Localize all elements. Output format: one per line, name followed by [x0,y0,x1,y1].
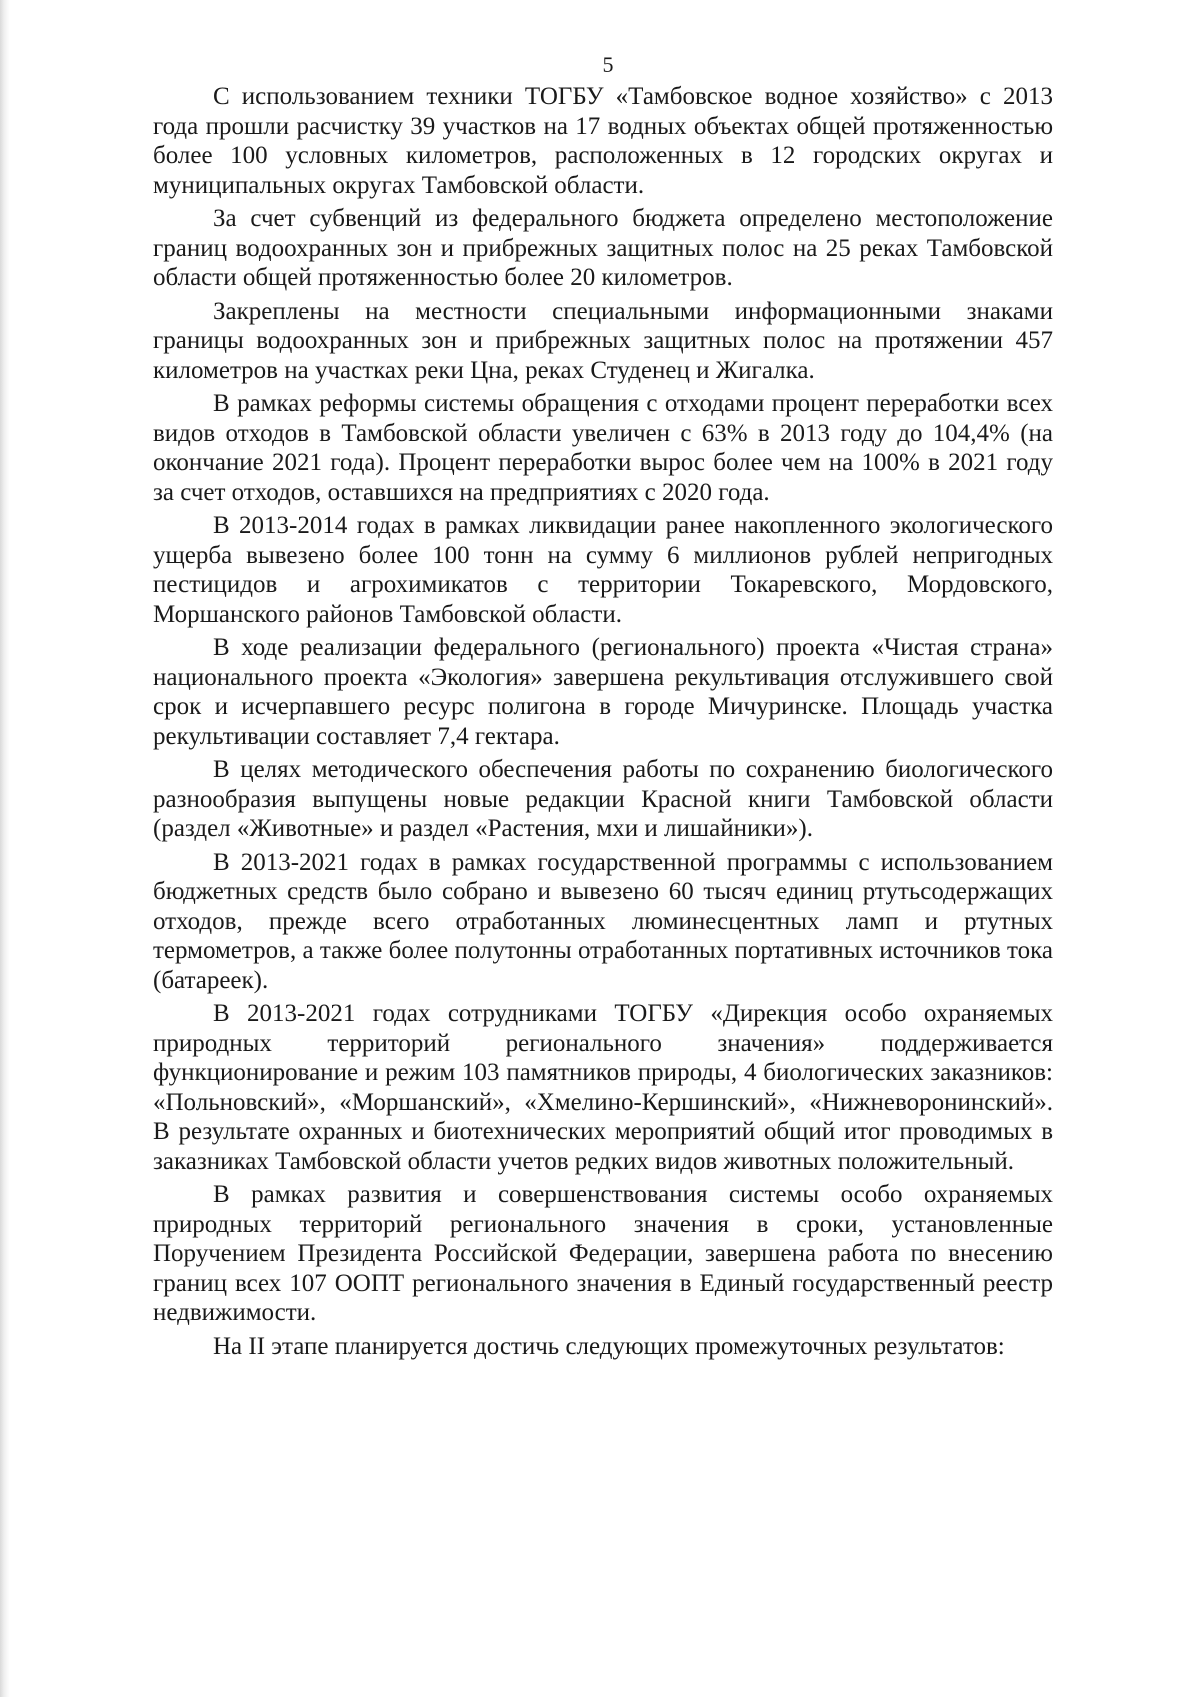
paragraph-landfill-recultivation: В ходе реализации федерального (регионального) проекта «Чистая страна» национального проекта «Экология» завершена рекультивация отслужившего свой срок и исчерпавшего ресурс полигона в городе Мичуринске. Площадь участка рекультивации составляет 7,4 гектара. [153,634,1053,750]
document-page [153,52,1053,1365]
paragraph-water-cleaning: С использованием техники ТОГБУ «Тамбовское водное хозяйство» с 2013 года прошли расчистку 39 участков на 17 водных объектах общей протяженностью более 100 условных километров, расположенных в 12 городских округах и муниципальных округах Тамбовской области. [153,83,1053,199]
paragraph-zone-markers: Закреплены на местности специальными информационными знаками границы водоохранных зон и прибрежных защитных полос на протяжении 457 километров на участках реки Цна, реках Студенец и Жигалка. [153,297,1053,384]
paragraph-water-protection-zones: За счет субвенций из федерального бюджета определено местоположение границ водоохранных зон и прибрежных защитных полос на 25 реках Тамбовской области общей протяженностью более 20 километров. [153,205,1053,291]
paragraph-red-book: В целях методического обеспечения работы по сохранению биологического разнообразия выпущены новые редакции Красной книги Тамбовской области (раздел «Животные» и раздел «Растения, мхи и лишайники»). [153,756,1053,842]
paragraph-pesticides: В 2013-2014 годах в рамках ликвидации ранее накопленного экологического ущерба вывезено более 100 тонн на сумму 6 миллионов рублей непригодных пестицидов и агрохимикатов с территории Токаревского, Мордовского, Моршанского районов Тамбовской области. [153,512,1053,628]
paragraph-waste-reform: В рамках реформы системы обращения с отходами процент переработки всех видов отходов в Тамбовской области увеличен с 63% в 2013 году до 104,4% (на окончание 2021 года). Процент переработки вырос более чем на 100% в 2021 году за счет отходов, оставшихся на предприятиях с 2020 года. [153,390,1053,506]
paragraph-registry: В рамках развития и совершенствования системы особо охраняемых природных территорий регионального значения в сроки, установленные Поручением Президента Российской Федерации, завершена работа по внесению границ всех 107 ООПТ регионального значения в Единый государственный реестр недвижимости. [153,1181,1053,1326]
paragraph-mercury-waste: В 2013-2021 годах в рамках государственной программы с использованием бюджетных средств было собрано и вывезено 60 тысяч единиц ртутьсодержащих отходов, прежде всего отработанных люминесцентных ламп и ртутных термометров, а также более полутонны отработанных портативных источников тока (батареек). [153,848,1053,994]
paragraph-stage-two: На II этапе планируется достичь следующих промежуточных результатов: [213,1332,1005,1360]
scan-edge-shadow [0,0,10,1697]
page-number: 5 [602,52,614,77]
paragraph-protected-areas: В 2013-2021 годах сотрудниками ТОГБУ «Дирекция особо охраняемых природных территорий регионального значения» поддерживается функционирование и режим 103 памятников природы, 4 биологических заказников: «Польновский», «Моршанский», «Хмелино-Кершинский», «Нижневоронинский». В результате охранных и биотехнических мероприятий общий итог проводимых в заказниках Тамбовской области учетов редких видов животных положительный. [153,1000,1053,1175]
